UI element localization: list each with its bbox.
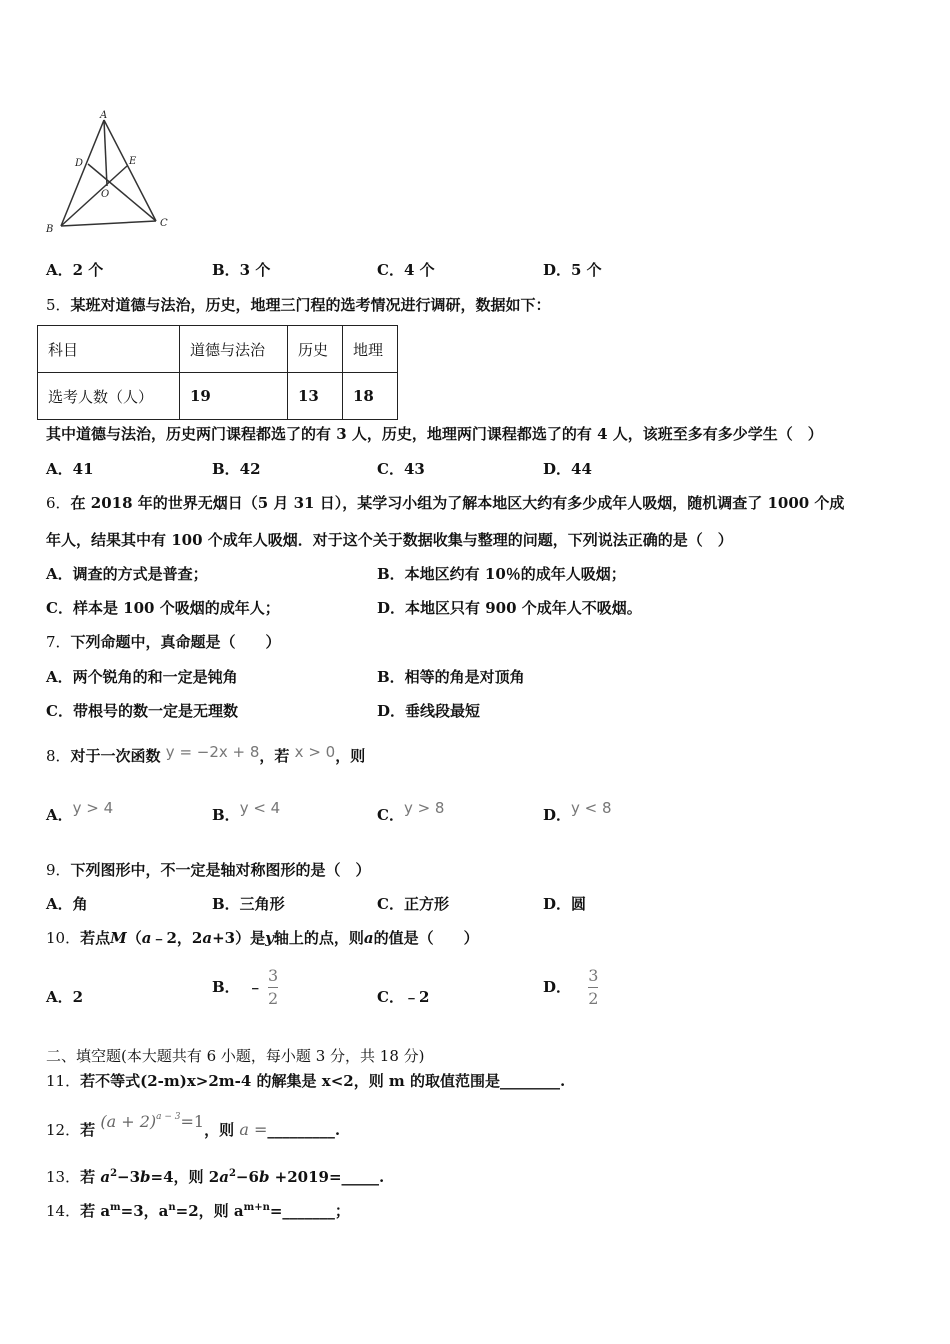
q6-option-b: B．本地区约有 10％的成年人吸烟； (377, 565, 626, 583)
q5-text2: 其中道德与法治，历史两门课程都选了的有 3 人，历史，地理两门课程都选了的有 4 人，该班至多有多少学生（ ） (46, 425, 823, 443)
q5-option-d: D．44 (543, 460, 592, 478)
fraction-denominator: 2 (588, 988, 599, 1008)
q8-option-c (377, 799, 445, 825)
q11-number: 11． (46, 1072, 81, 1090)
q5-option-a: A．41 (46, 460, 94, 478)
q9-option-d: D．圆 (543, 895, 587, 913)
q7-option-c: C．带根号的数一定是无理数 (46, 702, 238, 720)
q10-var-y: y (265, 929, 274, 947)
q10-option-d-letter: D． (543, 978, 572, 996)
q13-text-c: =4，则 2 (150, 1168, 220, 1186)
q9-option-b: B．三角形 (212, 895, 285, 913)
q10-text-f: 的值是（ ） (373, 929, 479, 947)
q7-stem (46, 632, 281, 652)
q12-number: 12． (46, 1121, 81, 1139)
q7-text: 下列命题中，真命题是（ ） (70, 633, 281, 651)
q8-text-c: ，则 (335, 747, 366, 765)
q14-number: 14． (46, 1202, 81, 1220)
q5-option-b: B．42 (212, 460, 261, 478)
q12-blank: _________. (267, 1121, 341, 1139)
q8-stem (46, 743, 366, 766)
q8-text-a: 对于一次函数 (70, 747, 161, 765)
q12-text-a: 若 (80, 1121, 96, 1139)
q7-option-a: A．两个锐角的和一定是钝角 (46, 668, 238, 686)
q10-text-b: （ (126, 929, 142, 947)
q8-function: y = −2x + 8 (165, 743, 260, 761)
q10-text-c: ﹣2，2 (151, 929, 203, 947)
q10-option-a: A．2 (46, 988, 84, 1006)
q10-stem (46, 928, 479, 948)
q5-text: 某班对道德与法治，历史，地理三门程的选考情况进行调研，数据如下： (70, 296, 551, 314)
table-row (38, 373, 398, 420)
section2-title: 二、填空题(本大题共有 6 小题，每小题 3 分，共 18 分) (46, 1047, 425, 1065)
q13-var-a2: a (219, 1168, 229, 1186)
q6-option-d: D．本地区只有 900 个成年人不吸烟。 (377, 599, 642, 617)
q8-option-a-math: y > 4 (72, 799, 114, 817)
table-header-subject: 科目 (38, 326, 180, 373)
label-a: A (100, 110, 108, 121)
q10-text-e: 轴上的点，则 (273, 929, 364, 947)
q9-option-c: C．正方形 (377, 895, 449, 913)
label-e: E (129, 156, 137, 167)
q8-option-b-letter: B． (212, 806, 240, 824)
label-c: C (160, 218, 168, 229)
q10-option-d-fraction (588, 967, 598, 1008)
table-header-ethics: 道德与法治 (180, 326, 288, 373)
q12-var: a = (239, 1120, 268, 1139)
q10-option-b-fraction (268, 967, 278, 1008)
label-b: B (46, 224, 54, 235)
table-row (38, 326, 398, 373)
q10-var-a2: a (202, 929, 213, 947)
q5-option-c: C．43 (377, 460, 425, 478)
q6-line2: 年人，结果其中有 100 个成年人吸烟．对于这个关于数据收集与整理的问题，下列说法正确的是（ ） (46, 531, 733, 549)
q8-option-a-letter: A． (46, 806, 73, 824)
q6-line1 (46, 493, 844, 513)
q9-number: 9． (46, 861, 71, 879)
q4-option-d: D．5 个 (543, 261, 602, 279)
q8-option-b (212, 799, 281, 825)
q7-number: 7． (46, 633, 71, 651)
fraction-denominator: 2 (267, 988, 279, 1008)
segment-bd-to-e (61, 166, 127, 226)
fraction-numerator: 3 (588, 965, 599, 985)
q5-stem (46, 295, 551, 315)
table-header-history: 历史 (288, 326, 343, 373)
q14-exp-mn: m+n (243, 1202, 270, 1213)
triangle-figure (40, 108, 180, 238)
q13-var-a1: a (100, 1168, 111, 1186)
q10-option-b (212, 964, 278, 1009)
segment-a-to-o (104, 120, 107, 186)
q8-option-a (46, 799, 114, 825)
fraction-bar (588, 987, 598, 988)
q10-option-b-sign: ﹣ (247, 978, 263, 996)
q10-option-c: C．﹣2 (377, 988, 430, 1006)
q13-number: 13． (46, 1168, 81, 1186)
label-d: D (75, 158, 84, 169)
q14-text-b: =3，a (120, 1202, 169, 1220)
q6-text1: 在 2018 年的世界无烟日（5 月 31 日），某学习小组为了解本地区大约有多少成年人吸烟，随机调查了 1000 个成 (70, 494, 845, 512)
q10-option-b-letter: B． (212, 978, 240, 996)
table-cell-history: 13 (288, 373, 343, 420)
q14-text-a: 若 a (80, 1202, 111, 1220)
q8-option-c-letter: C． (377, 806, 404, 824)
q7-option-d: D．垂线段最短 (377, 702, 481, 720)
q9-stem (46, 860, 371, 880)
table-cell-geography: 18 (343, 373, 398, 420)
q8-option-d-letter: D． (543, 806, 572, 824)
q13-text-a: 若 (80, 1168, 101, 1186)
q14-stem (46, 1198, 350, 1221)
table-cell-ethics: 19 (180, 373, 288, 420)
side-bc (61, 221, 156, 226)
q4-option-a: A．2 个 (46, 261, 104, 279)
q10-var-a3: a (363, 929, 374, 947)
label-o: O (101, 189, 110, 200)
fraction-bar (268, 987, 278, 988)
q12-exponent: a − 3 (156, 1112, 181, 1122)
table-header-geography: 地理 (343, 326, 398, 373)
q10-number: 10． (46, 929, 81, 947)
q11-stem (46, 1071, 565, 1091)
table-cell-label: 选考人数（人） (38, 373, 180, 420)
q8-text-b: ，若 (259, 747, 290, 765)
q10-text-a: 若点 (80, 929, 111, 947)
q4-option-b: B．3 个 (212, 261, 271, 279)
q13-var-b1: b (140, 1168, 151, 1186)
q10-var-a1: a (141, 929, 152, 947)
q12-equals: =1 (180, 1112, 205, 1131)
q14-exp-m: m (110, 1202, 121, 1213)
q4-option-c: C．4 个 (377, 261, 435, 279)
q8-option-d-math: y < 8 (571, 799, 612, 817)
q8-condition: x > 0 (294, 743, 336, 761)
q13-stem (46, 1164, 384, 1187)
q13-var-b2: b (258, 1168, 270, 1186)
q13-text-b: −3 (117, 1168, 141, 1186)
q14-text-d: =_______； (269, 1202, 350, 1220)
side-ac (104, 120, 156, 221)
q8-number: 8． (46, 747, 71, 765)
q6-option-c: C．样本是 100 个吸烟的成年人； (46, 599, 280, 617)
q13-text-d: −6 (235, 1168, 259, 1186)
q5-table (37, 325, 398, 420)
q9-text: 下列图形中，不一定是轴对称图形的是（ ） (70, 861, 371, 879)
q6-option-a: A．调查的方式是普查； (46, 565, 208, 583)
q8-option-c-math: y > 8 (403, 799, 445, 817)
fraction-numerator: 3 (267, 965, 279, 985)
q14-text-c: =2，则 a (175, 1202, 244, 1220)
q13-square1: 2 (110, 1168, 118, 1179)
q14-exp-n: n (168, 1202, 176, 1213)
q10-option-d (543, 964, 598, 1009)
q7-option-b: B．相等的角是对顶角 (377, 668, 525, 686)
q9-option-a: A．角 (46, 895, 88, 913)
q10-point: M (110, 929, 127, 947)
q6-number: 6． (46, 494, 71, 512)
side-ab (61, 120, 104, 226)
q5-number: 5． (46, 296, 71, 314)
q11-text: 若不等式(2-m)x>2m-4 的解集是 x<2，则 m 的取值范围是________. (80, 1072, 566, 1090)
q12-text-b: ，则 (204, 1121, 235, 1139)
q10-text-d: +3）是 (212, 929, 266, 947)
q8-option-d (543, 799, 612, 825)
q13-square2: 2 (228, 1168, 236, 1179)
q12-stem (46, 1112, 341, 1140)
q12-base: (a + 2) (100, 1112, 157, 1131)
q13-text-e: +2019=_____. (269, 1168, 385, 1186)
q8-option-b-math: y < 4 (239, 799, 281, 817)
